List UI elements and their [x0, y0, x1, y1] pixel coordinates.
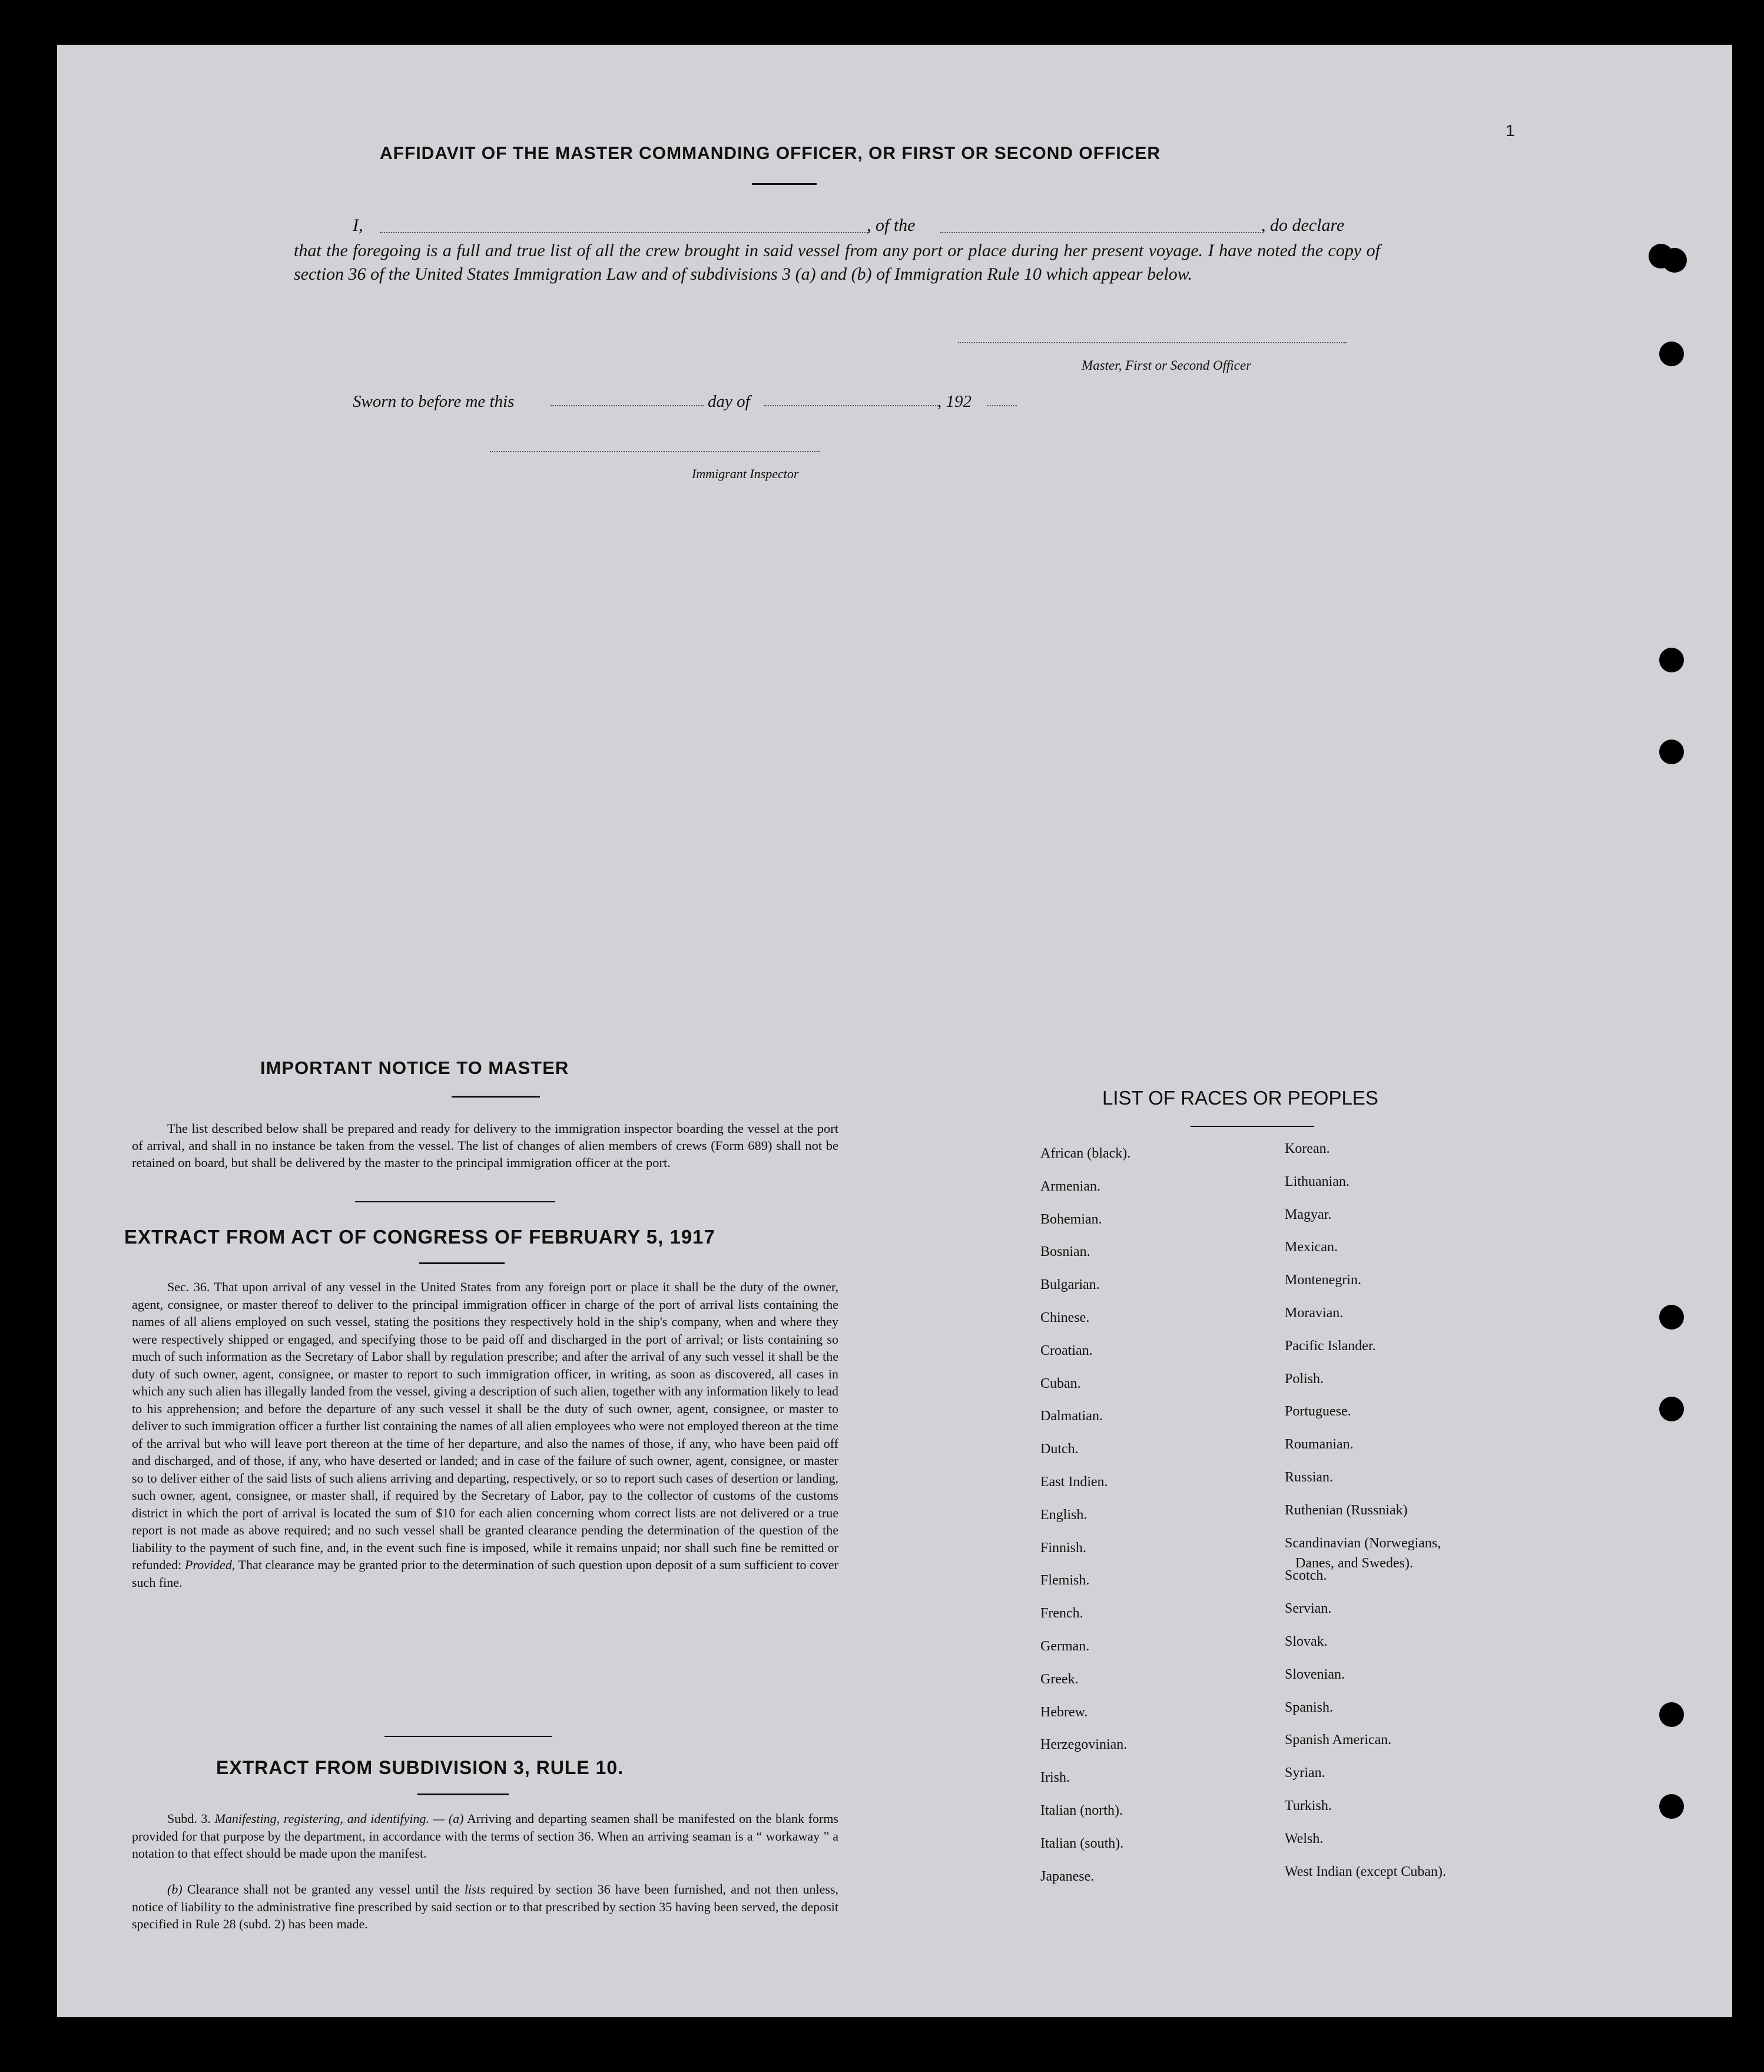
race-item: Finnish. [1040, 1540, 1087, 1556]
race-item: Scotch. [1285, 1568, 1327, 1584]
race-item: Spanish. [1285, 1699, 1334, 1715]
notice-underline [452, 1096, 540, 1098]
notice-title: IMPORTANT NOTICE TO MASTER [260, 1057, 569, 1078]
race-item: Servian. [1285, 1601, 1332, 1617]
race-item: Italian (north). [1040, 1803, 1123, 1818]
sworn-text: Sworn to before me this [353, 392, 515, 411]
year-prefix: , 192 [937, 392, 971, 411]
subd-a-text: Arriving and departing seamen shall be manifested on the blank forms provided for that purpose by the department, in accordance with the terms of section 36. When an arriving seaman is a “ workaway ” a notation to that effect should be made upon the manifest. [132, 1811, 838, 1861]
race-item: East Indien. [1040, 1474, 1108, 1490]
punch-hole [1659, 342, 1684, 366]
inspector-caption: Immigrant Inspector [692, 466, 799, 481]
race-item: Flemish. [1040, 1573, 1090, 1589]
race-item: Cuban. [1040, 1375, 1081, 1391]
race-item: Roumanian. [1285, 1437, 1354, 1453]
race-item: Chinese. [1040, 1310, 1090, 1325]
vessel-blank [940, 232, 1261, 233]
affidavit-title: AFFIDAVIT OF THE MASTER COMMANDING OFFICER, OR FIRST OR SECOND OFFICER [380, 144, 1161, 163]
punch-hole [1659, 740, 1684, 764]
race-item: West Indian (except Cuban). [1285, 1864, 1446, 1879]
race-item: Bohemian. [1040, 1211, 1102, 1227]
race-item: Polish. [1285, 1371, 1324, 1387]
extract-act-title: EXTRACT FROM ACT OF CONGRESS OF FEBRUARY 5, 1917 [124, 1226, 715, 1248]
subd-b-label: (b) [167, 1882, 183, 1897]
punch-hole [1659, 648, 1684, 672]
race-item: English. [1040, 1507, 1087, 1523]
punch-hole [1659, 1702, 1684, 1727]
race-item: Welsh. [1285, 1831, 1324, 1846]
race-item: Moravian. [1285, 1305, 1344, 1321]
name-blank [380, 232, 870, 233]
race-item: German. [1040, 1639, 1090, 1654]
race-item: Bulgarian. [1040, 1277, 1100, 1293]
race-item: Russian. [1285, 1470, 1334, 1485]
extract-act-body [132, 1278, 838, 1591]
document-page [57, 45, 1732, 2017]
extract-act-underline [419, 1262, 505, 1264]
subd-heading: Manifesting, registering, and identifying. — (a) [214, 1811, 464, 1826]
subd-label: Subd. 3. [167, 1811, 211, 1826]
race-item: Greek. [1040, 1671, 1079, 1687]
race-item: Herzegovinian. [1040, 1737, 1128, 1753]
subd-b-text-2: required by section 36 have been furnished, and not then unless, notice of liability to the administrative fine prescribed by said section or to that prescribed by section 35 having been served, the deposit specified in Rule 28 (subd. 2) has been made. [132, 1882, 839, 1931]
inspector-blank [490, 451, 820, 452]
punch-hole [1662, 248, 1687, 273]
race-item: Pacific Islander. [1285, 1338, 1376, 1354]
race-item: Slovenian. [1285, 1666, 1345, 1682]
notice-body: The list described below shall be prepared and ready for delivery to the immigration inspector boarding the vessel at the port of arrival, and shall in no instance be taken from the vessel. The list of changes of alien members of crews (Form 689) shall not be retained on board, but shall be delivered by the master to the principal immigration officer at the port. [132, 1121, 838, 1170]
day-blank [551, 405, 704, 406]
race-item: Dalmatian. [1040, 1408, 1103, 1424]
race-item: Korean. [1285, 1141, 1330, 1156]
races-underline [1191, 1126, 1314, 1127]
race-item: Slovak. [1285, 1634, 1328, 1649]
day-of: day of [708, 392, 750, 411]
race-item: Bosnian. [1040, 1244, 1090, 1260]
race-item: Armenian. [1040, 1178, 1100, 1194]
section-label: Sec. 36. [167, 1279, 210, 1294]
punch-hole [1659, 1397, 1684, 1421]
extract-rule-underline [417, 1793, 509, 1795]
proviso-text: That clearance may be granted prior to the determination of such question upon deposit of a sum sufficient to cover such fine. [132, 1557, 838, 1590]
proviso-label: Provided, [185, 1557, 236, 1572]
race-item: Scandinavian (Norwegians, [1285, 1535, 1441, 1551]
race-item: Lithuanian. [1285, 1173, 1349, 1189]
affidavit-declare: , do declare [1261, 216, 1345, 235]
race-item: Magyar. [1285, 1206, 1332, 1222]
title-underline [752, 183, 817, 185]
punch-hole [1659, 1794, 1684, 1819]
page-mark: 1 [1506, 121, 1515, 140]
race-item: Syrian. [1285, 1765, 1325, 1781]
race-item: Montenegrin. [1285, 1272, 1361, 1288]
punch-hole [1659, 1305, 1684, 1330]
race-item: Portuguese. [1285, 1404, 1351, 1420]
race-item: Danes, and Swedes). [1295, 1555, 1413, 1571]
race-item: Spanish American. [1285, 1732, 1392, 1748]
subd-b-paragraph [132, 1881, 838, 1933]
extract-rule-title: EXTRACT FROM SUBDIVISION 3, RULE 10. [216, 1757, 624, 1778]
race-item: French. [1040, 1606, 1083, 1622]
subd-b-text-1: Clearance shall not be granted any vessel until the [187, 1882, 460, 1897]
race-item: Irish. [1040, 1770, 1070, 1786]
affidavit-i: I, [353, 216, 363, 235]
extract-act-divider [384, 1736, 552, 1737]
race-item: Croatian. [1040, 1342, 1093, 1358]
race-item: Dutch. [1040, 1441, 1079, 1457]
race-item: African (black). [1040, 1146, 1131, 1161]
race-item: Ruthenian (Russniak) [1285, 1502, 1408, 1518]
signature-blank [958, 342, 1347, 343]
race-item: Hebrew. [1040, 1704, 1088, 1720]
month-blank [764, 405, 940, 406]
affidavit-of-the: , of the [867, 216, 916, 235]
subd-a-paragraph [132, 1810, 838, 1862]
races-title: LIST OF RACES OR PEOPLES [1102, 1087, 1378, 1109]
year-blank [987, 405, 1017, 406]
section-36-text: That upon arrival of any vessel in the United States from any foreign port or place it shall be the duty of the owner, agent, consignee, or master thereof to deliver to the principal immigration officer in charge of the port of arrival lists containing the names of all aliens employed on such vessel, stating the positions they respectively hold in the ship's company, when and where they were respectively shipped or engaged, and specifying those to be paid off and discharged in the port of arrival; or lists containing so much of such information as the Secretary of Labor shall by regulation prescribe; and after the arrival of any such vessel it shall be the duty of such owner, agent, consignee, or master to report to such immigration officer, in writing, as soon as discovered, all cases in which any such alien has illegally landed from the vessel, giving a description of such alien, together with any information likely to lead to his apprehension; and before the departure of any such vessel it shall be the duty of such owner, agent, consignee, or master to deliver to such immigration officer a further list containing the names of all alien employees who were not employed thereon at the time of the arrival but who will leave port thereon at the time of her departure, and also the names of those, if any, who have been paid off and discharged, and of those, if any, who have deserted or landed; and in case of the failure of such owner, agent, consignee, or master so to deliver either of the said lists of such aliens arriving and departing, respectively, or so to report such cases of desertion or landing, such owner, agent, consignee, or master shall, if required by the Secretary of Labor, pay to the collector of customs of the customs district in which the port of arrival is located the sum of $10 for each alien concerning whom correct lists are not delivered or a true report is not made as above required; and no such vessel shall be granted clearance pending the determination of the question of the liability to the payment of such fine, and, in the event such fine is imposed, while it remains unpaid; nor shall such fine be remitted or refunded: [132, 1279, 839, 1572]
race-item: Turkish. [1285, 1798, 1332, 1814]
notice-divider [355, 1201, 555, 1202]
signature-caption: Master, First or Second Officer [1082, 358, 1252, 373]
subd-b-lists: lists [464, 1882, 486, 1897]
race-item: Mexican. [1285, 1239, 1338, 1255]
affidavit-body: that the foregoing is a full and true list of all the crew brought in said vessel from any port or place during her present voyage. I have noted the copy of section 36 of the United States Immigration Law and of subdivisions 3 (a) and (b) of Immigration Rule 10 which appear below. [294, 241, 1380, 284]
race-item: Japanese. [1040, 1868, 1095, 1884]
race-item: Italian (south). [1040, 1835, 1124, 1851]
